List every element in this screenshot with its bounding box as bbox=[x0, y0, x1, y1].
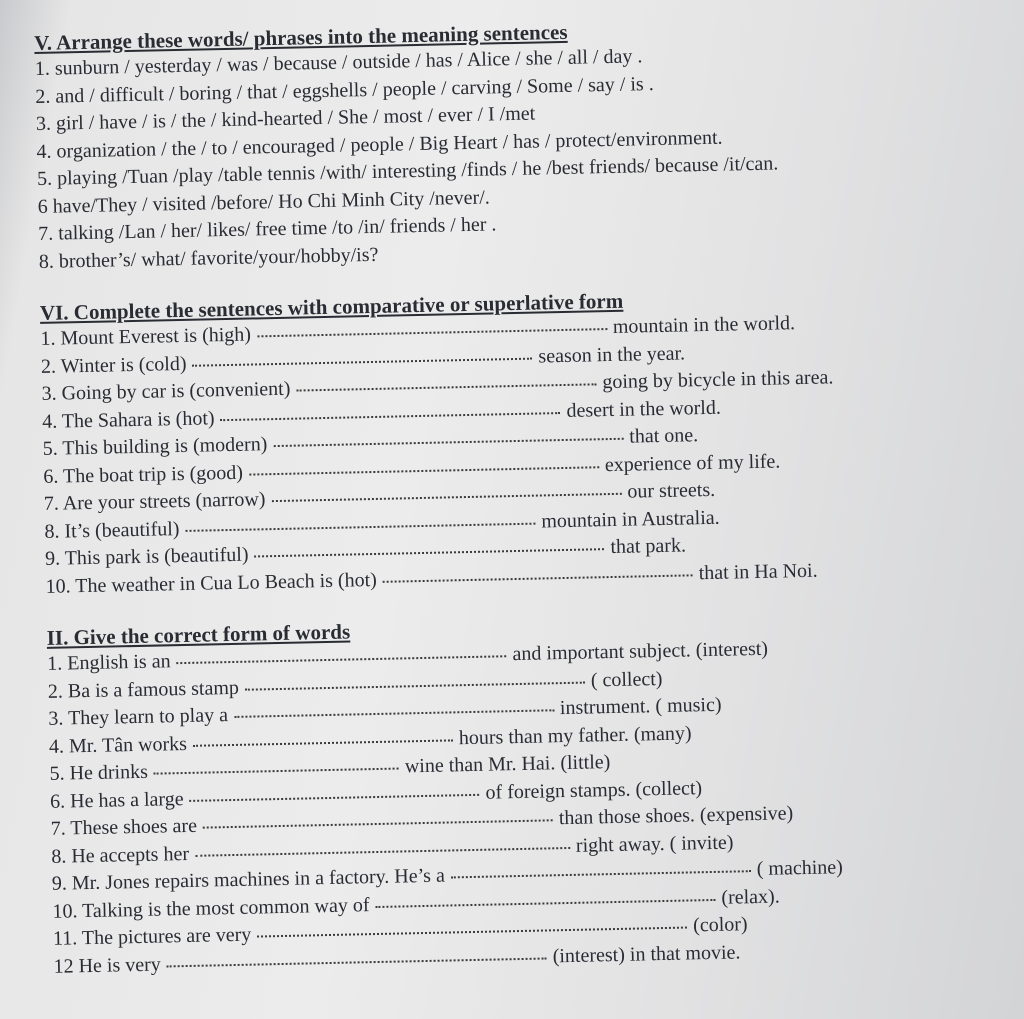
item-prompt: 9. This park is (beautiful) bbox=[44, 543, 249, 570]
item-suffix: than those shoes. (expensive) bbox=[558, 802, 794, 830]
item-suffix: right away. ( invite) bbox=[575, 831, 734, 857]
item-prompt: 2. Winter is (cold) bbox=[40, 352, 187, 378]
item-prompt: 1. English is an bbox=[47, 650, 171, 675]
item-suffix: (interest) in that movie. bbox=[552, 940, 741, 967]
answer-blank[interactable] bbox=[192, 355, 532, 366]
item-prompt: 3. They learn to play a bbox=[48, 704, 229, 730]
item-prompt: 3. Going by car is (convenient) bbox=[41, 377, 291, 405]
item-suffix: season in the year. bbox=[538, 341, 686, 368]
worksheet-content bbox=[34, 10, 1014, 981]
item-suffix: of foreign stamps. (collect) bbox=[485, 776, 703, 804]
item-suffix: mountain in Australia. bbox=[541, 506, 720, 532]
section-vi-title: VI. Complete the sentences with comparative or superlative form bbox=[39, 288, 624, 325]
item-prompt: 8. He accepts her bbox=[51, 842, 190, 868]
item-suffix: (relax). bbox=[721, 885, 780, 909]
item-prompt: 7. Are your streets (narrow) bbox=[43, 488, 266, 515]
section-v-item: 5. playing /Tuan /play /table tennis /with/ interesting /finds / he /best friends/ because /it/can. bbox=[36, 152, 779, 190]
section-v-item: 7. talking /Lan / her/ likes/ free time /to /in/ friends / her . bbox=[38, 213, 497, 245]
item-prompt: 7. These shoes are bbox=[50, 814, 198, 840]
item-suffix: that park. bbox=[610, 534, 687, 559]
answer-blank[interactable] bbox=[257, 326, 607, 337]
item-suffix: going by bicycle in this area. bbox=[602, 366, 834, 394]
item-suffix: mountain in the world. bbox=[612, 312, 796, 338]
item-suffix: ( collect) bbox=[590, 667, 663, 691]
item-suffix: experience of my life. bbox=[604, 449, 781, 476]
section-v-item: 3. girl / have / is / the / kind-hearted / She / most / ever / I /met bbox=[35, 102, 536, 135]
item-prompt: 1. Mount Everest is (high) bbox=[40, 323, 252, 350]
item-suffix: that one. bbox=[629, 424, 699, 448]
item-prompt: 8. It’s (beautiful) bbox=[44, 517, 180, 543]
item-prompt: 5. This building is (modern) bbox=[42, 433, 268, 460]
answer-blank[interactable] bbox=[177, 653, 507, 664]
answer-blank[interactable] bbox=[273, 436, 623, 447]
section-v-item: 8. brother’s/ what/ favorite/your/hobby/is? bbox=[38, 243, 379, 273]
answer-blank[interactable] bbox=[383, 572, 693, 582]
item-prompt: 5. He drinks bbox=[49, 760, 149, 785]
item-prompt: 4. The Sahara is (hot) bbox=[41, 406, 215, 433]
answer-blank[interactable] bbox=[190, 791, 480, 801]
item-suffix: (color) bbox=[692, 913, 748, 937]
answer-blank[interactable] bbox=[195, 844, 570, 856]
item-suffix: hours than my father. (many) bbox=[458, 721, 692, 749]
item-prompt: 12 He is very bbox=[53, 953, 162, 978]
item-prompt: 6. He has a large bbox=[49, 787, 184, 813]
item-suffix: wine than Mr. Hai. (little) bbox=[404, 751, 611, 778]
answer-blank[interactable] bbox=[296, 381, 596, 391]
item-prompt: 10. The weather in Cua Lo Beach is (hot) bbox=[45, 568, 378, 598]
item-prompt: 6. The boat trip is (good) bbox=[43, 461, 244, 488]
answer-blank[interactable] bbox=[203, 817, 553, 828]
item-suffix: instrument. ( music) bbox=[559, 693, 722, 720]
answer-blank[interactable] bbox=[167, 955, 547, 967]
section-v-item: 6 have/They / visited /before/ Ho Chi Minh City /never/. bbox=[37, 185, 490, 218]
item-prompt: 2. Ba is a famous stamp bbox=[47, 676, 240, 703]
answer-blank[interactable] bbox=[185, 520, 535, 531]
item-suffix: ( machine) bbox=[756, 856, 844, 881]
answer-blank[interactable] bbox=[245, 679, 585, 690]
item-prompt: 9. Mr. Jones repairs machines in a factory. He’s a bbox=[51, 864, 446, 895]
item-prompt: 4. Mr. Tân works bbox=[48, 732, 188, 758]
item-suffix: our streets. bbox=[627, 478, 716, 503]
answer-blank[interactable] bbox=[193, 737, 453, 746]
item-suffix: that in Ha Noi. bbox=[698, 559, 818, 584]
section-v-item: 1. sunburn / yesterday / was / because / outside / has / Alice / she / all / day . bbox=[34, 45, 643, 80]
item-prompt: 10. Talking is the most common way of bbox=[52, 893, 370, 923]
answer-blank[interactable] bbox=[249, 464, 599, 475]
section-v-item: 2. and / difficult / boring / that / eggshells / people / carving / Some / say / is . bbox=[35, 72, 654, 108]
item-prompt: 11. The pictures are very bbox=[52, 923, 252, 950]
answer-blank[interactable] bbox=[451, 868, 751, 878]
answer-blank[interactable] bbox=[154, 766, 399, 775]
item-suffix: and important subject. (interest) bbox=[512, 637, 769, 666]
answer-blank[interactable] bbox=[221, 410, 561, 421]
section-v-title: V. Arrange these words/ phrases into the meaning sentences bbox=[34, 19, 568, 55]
section-ii-title: II. Give the correct form of words bbox=[46, 619, 351, 650]
answer-blank[interactable] bbox=[257, 925, 687, 938]
answer-blank[interactable] bbox=[254, 546, 604, 557]
answer-blank[interactable] bbox=[271, 491, 621, 502]
answer-blank[interactable] bbox=[234, 707, 554, 718]
answer-blank[interactable] bbox=[375, 896, 715, 907]
item-suffix: desert in the world. bbox=[566, 396, 722, 422]
section-v-item: 4. organization / the / to / encouraged / people / Big Heart / has / protect/environment. bbox=[36, 126, 723, 163]
